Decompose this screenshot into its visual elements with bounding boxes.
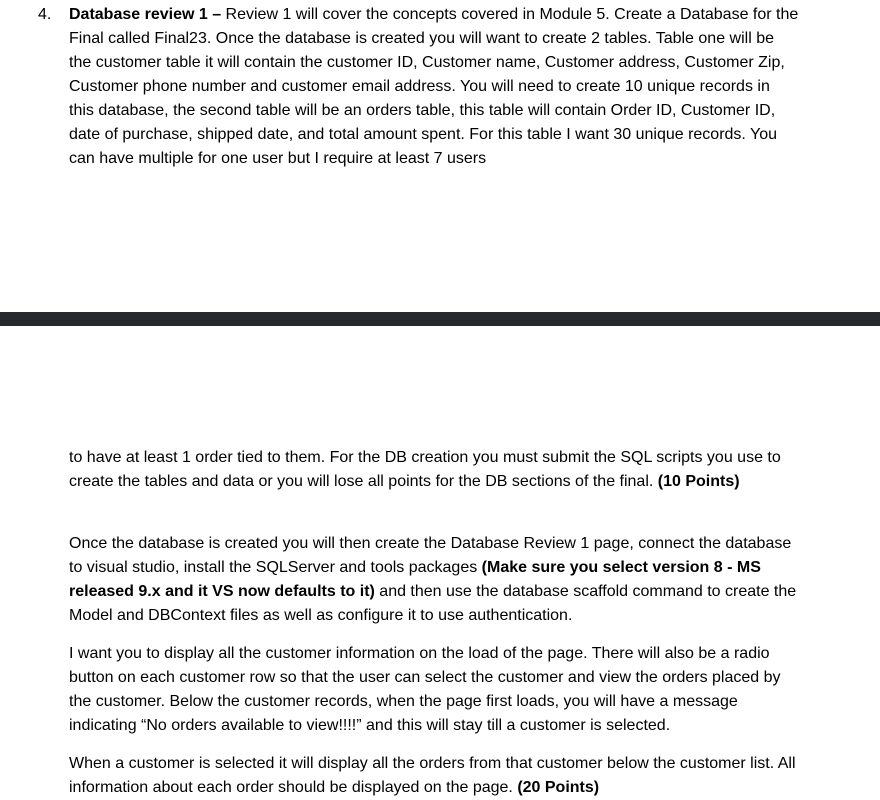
paragraph3-text: I want you to display all the customer information on the load of the page. There will also be a radio button on each customer row so that the user can select the customer and view the orders placed by the customer. Below the customer records, when the page first loads, you will have a message indicating “No orders available to view!!!!” and this will stay till a customer is selected. [69, 645, 781, 734]
list-item-intro-text: Review 1 will cover the concepts covered in Module 5. Create a Database for the Final called Final23. Once the database is created you will want to create 2 tables. Table one will be the customer table it will contain the customer ID, Customer name, Customer address, Customer Zip, Customer phone number and customer email address. You will need to create 10 unique records in this database, the second table will be an orders table, this table will contain Order ID, Customer ID, date of purchase, shipped date, and total amount spent. For this table I want 30 unique records. You can have multiple for one user but I require at least 7 users [69, 6, 799, 167]
continuation-points: (10 Points) [657, 473, 740, 490]
paragraph4-points: (20 Points) [517, 779, 600, 796]
page-break-divider [0, 312, 880, 326]
paragraph2-text-before: Once the database is created you will then create the Database Review 1 page, connect the database to visual studio, install the SQLServer and tools packages [69, 535, 792, 576]
document-page-top [0, 0, 880, 312]
continuation-text: to have at least 1 order tied to them. For the DB creation you must submit the SQL scripts you use to create the tables and data or you will lose all points for the DB sections of the final. [69, 449, 781, 490]
paragraph-database-setup [69, 532, 799, 628]
paragraph-customer-display [69, 642, 799, 738]
continuation-paragraph [69, 446, 799, 494]
list-item-number: 4. [38, 6, 52, 23]
document-page-bottom [0, 326, 880, 795]
list-item-paragraph [69, 3, 799, 171]
paragraph2-text-after: and then use the database scaffold command to create the Model and DBContext files as well as configure it to use authentication. [69, 583, 797, 624]
paragraph-orders-display [69, 752, 799, 800]
paragraph2-bold-note: (Make sure you select version 8 - MS released 9.x and it VS now defaults to it) [69, 559, 761, 600]
list-item-title: Database review 1 – [69, 6, 222, 23]
paragraph4-text: When a customer is selected it will display all the orders from that customer below the customer list. All information about each order should be displayed on the page. [69, 755, 796, 796]
